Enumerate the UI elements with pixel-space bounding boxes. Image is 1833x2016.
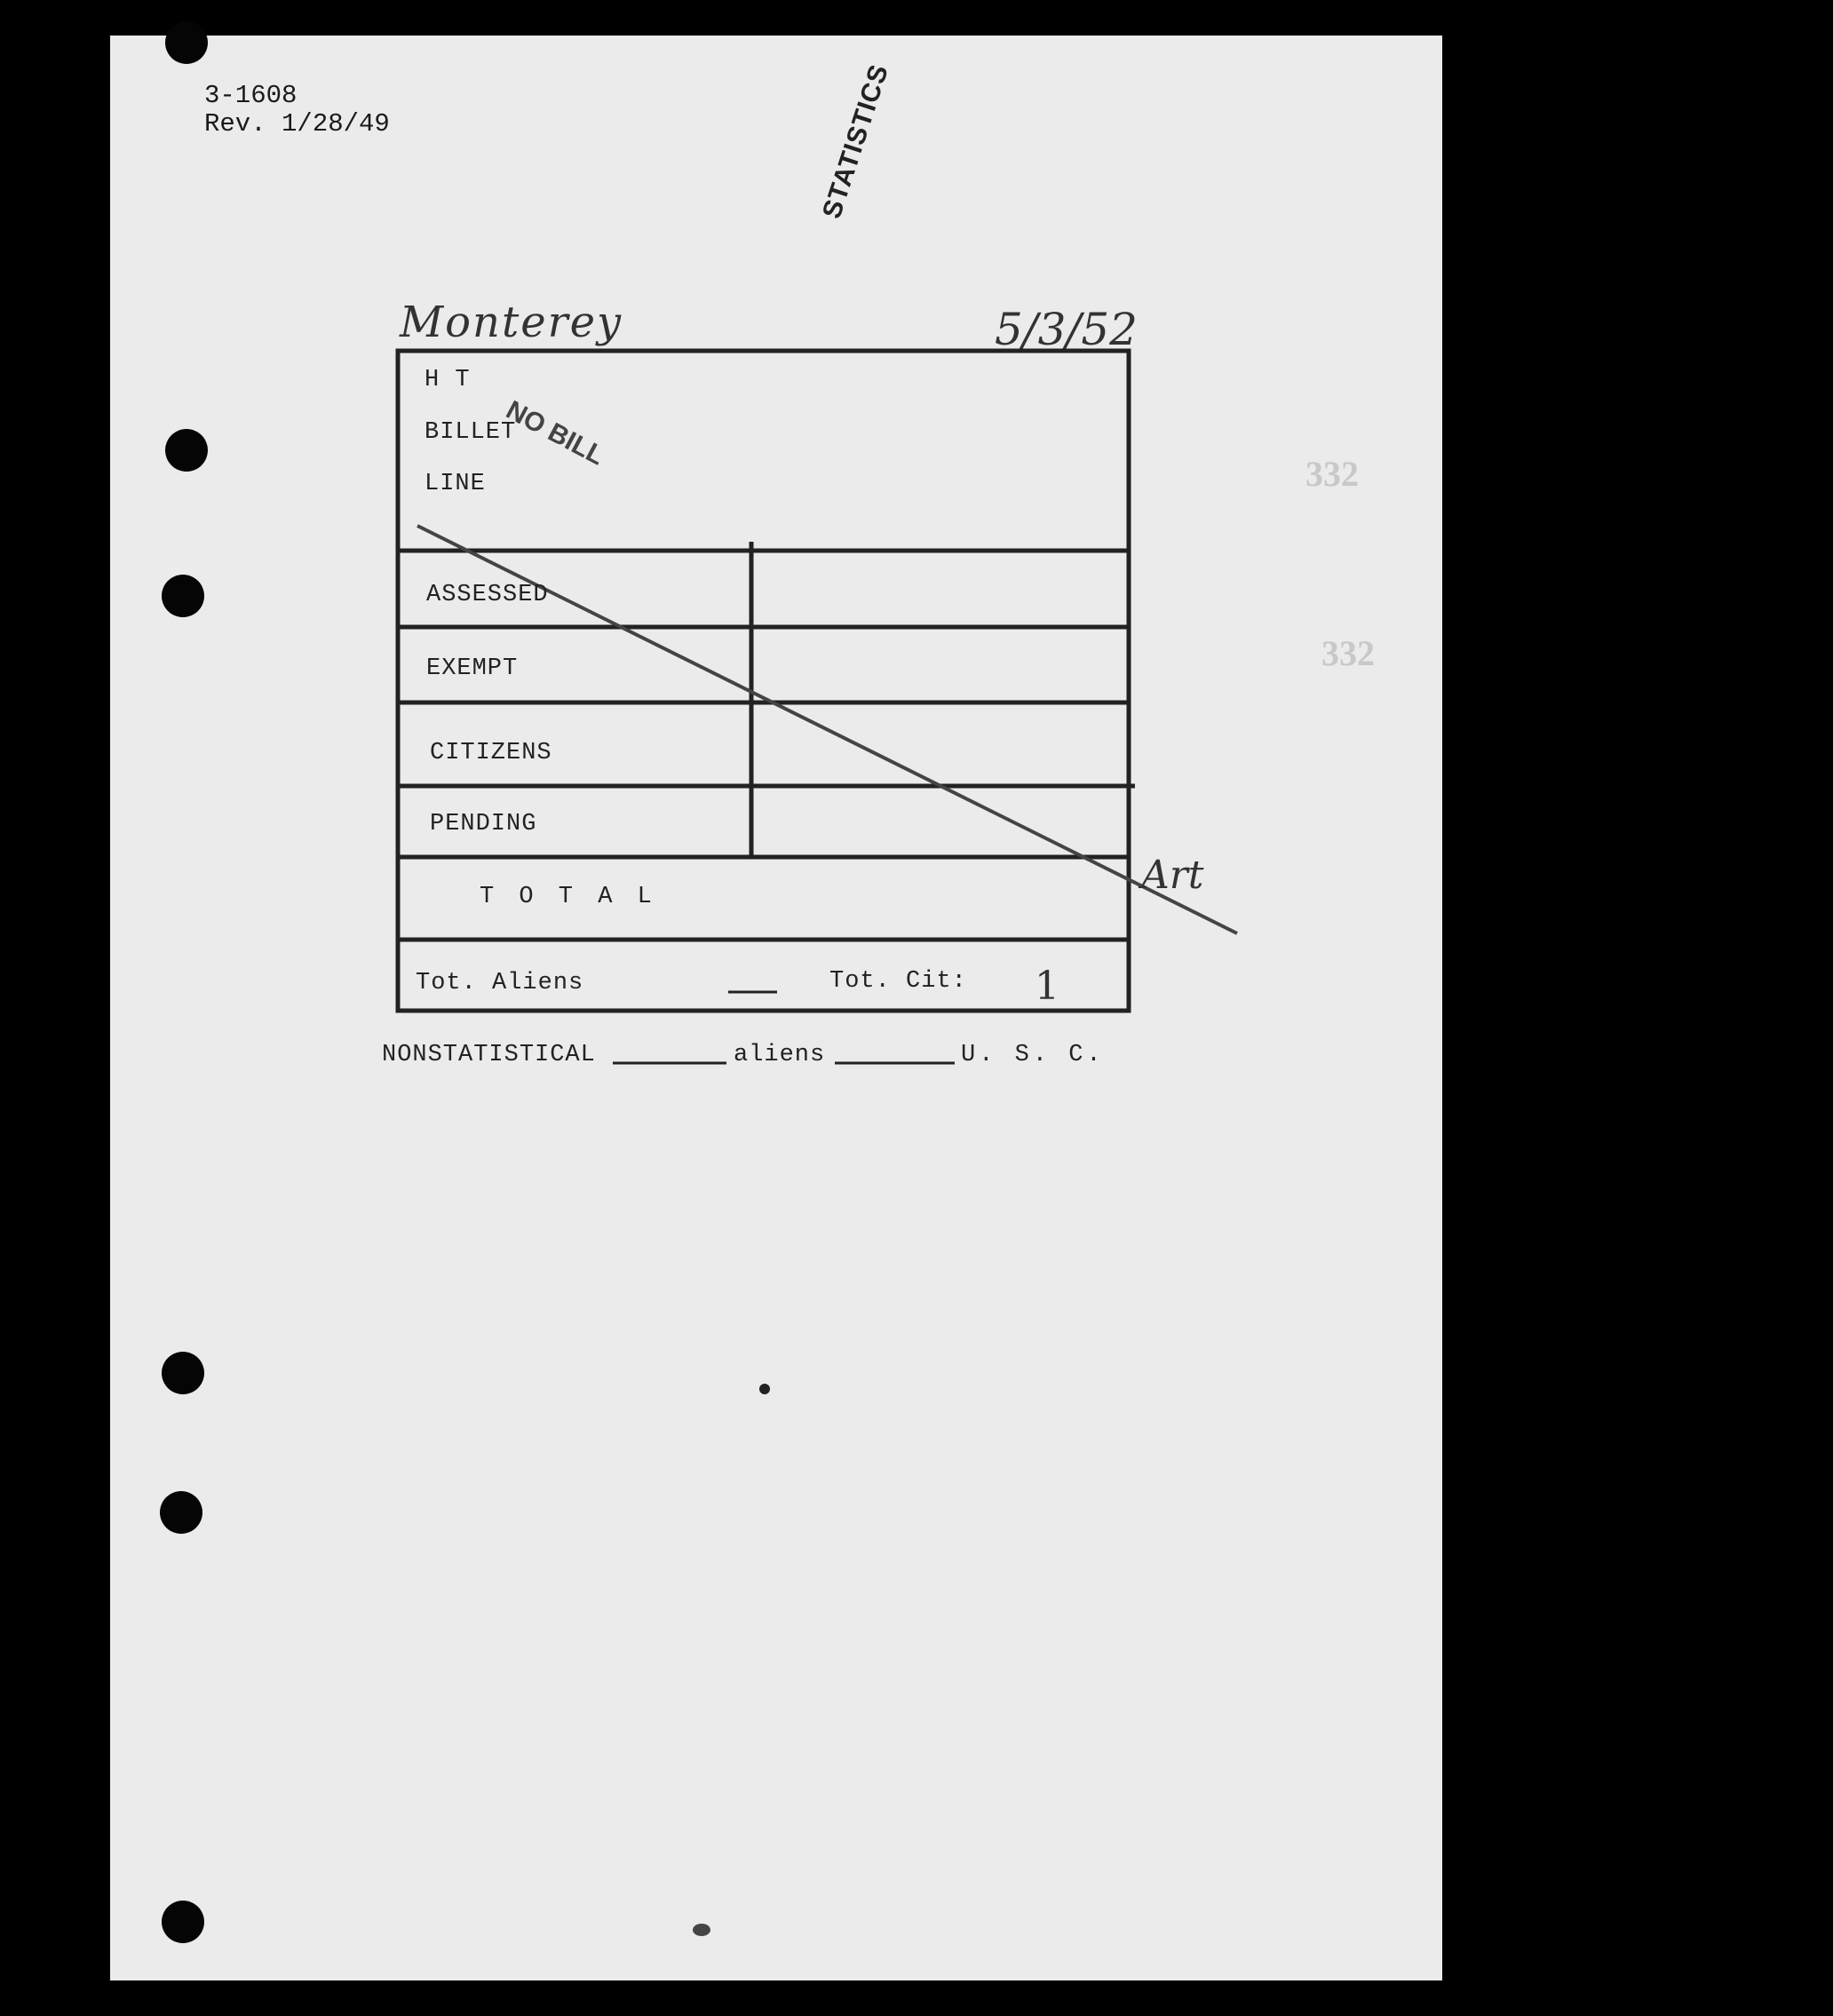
header-line-billet: BILLET <box>425 419 517 446</box>
handwritten-date: 5/3/52 <box>995 304 1138 355</box>
tot-cit-label: Tot. Cit: <box>829 968 967 995</box>
handwritten-citizen-count: 1 <box>1035 964 1059 1009</box>
background-number: 332 <box>1321 633 1375 673</box>
row-assessed-label: ASSESSED <box>426 582 549 608</box>
row-citizens-label: CITIZENS <box>430 740 552 766</box>
header-line-line: LINE <box>425 471 486 497</box>
form-number-code: 3-1608 <box>204 81 298 110</box>
row-exempt-label: EXEMPT <box>426 655 519 682</box>
tot-aliens-label: Tot. Aliens <box>416 970 584 996</box>
total-label: T O T A L <box>480 884 657 910</box>
no-bill-stamp: NO BILL <box>501 395 609 472</box>
statistics-stamp: STATISTICS <box>817 60 895 223</box>
ink-speck <box>759 1384 770 1394</box>
row-pending-label: PENDING <box>430 811 537 837</box>
header-line-ht: H T <box>425 367 471 393</box>
usc-label: U. S. C. <box>961 1042 1105 1068</box>
ink-speck <box>693 1924 710 1936</box>
aliens-label: aliens <box>734 1042 826 1068</box>
form-revision: Rev. 1/28/49 <box>204 109 390 139</box>
handwritten-location: Monterey <box>400 298 623 347</box>
handwritten-initials: Art <box>1141 853 1204 898</box>
background-number: 332 <box>1305 454 1359 494</box>
nonstatistical-label: NONSTATISTICAL <box>382 1042 596 1068</box>
tot-aliens-value <box>739 966 754 993</box>
